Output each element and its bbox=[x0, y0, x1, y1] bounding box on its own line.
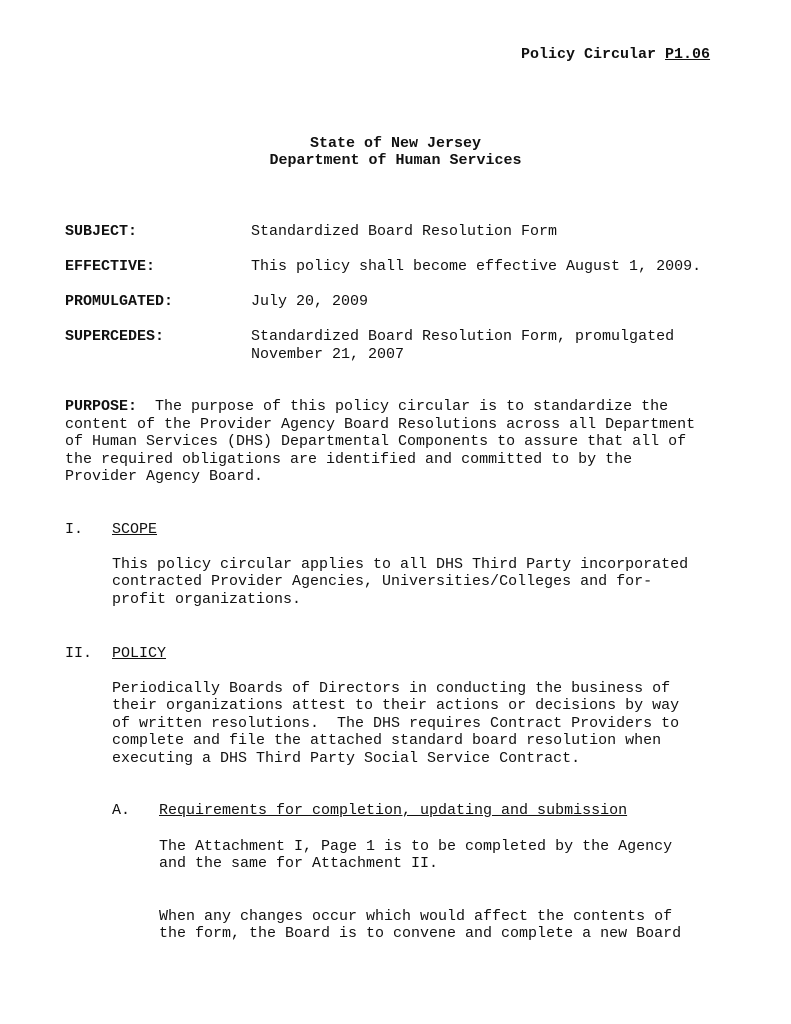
policy-circular-header bbox=[521, 46, 710, 64]
circular-prefix: Policy Circular bbox=[521, 46, 666, 63]
purpose-label: PURPOSE: bbox=[65, 398, 138, 415]
section2-line3: of written resolutions. The DHS requires Contract Providers to bbox=[112, 715, 680, 732]
section1-line2: contracted Provider Agencies, Universities/Colleges and for- bbox=[112, 573, 653, 590]
promulgated-value: July 20, 2009 bbox=[251, 293, 369, 310]
section1-line3: profit organizations. bbox=[112, 591, 302, 608]
purpose-line3: of Human Services (DHS) Departmental Components to assure that all of bbox=[65, 433, 687, 450]
purpose-text-1: The purpose of this policy circular is to standardize the bbox=[137, 398, 669, 415]
subject-label: SUBJECT: bbox=[65, 223, 138, 240]
subsection-a-para1-line1: The Attachment I, Page 1 is to be completed by the Agency bbox=[159, 838, 673, 855]
circular-number: P1.06 bbox=[665, 46, 711, 63]
effective-label: EFFECTIVE: bbox=[65, 258, 156, 275]
section2-line5: executing a DHS Third Party Social Service Contract. bbox=[112, 750, 581, 767]
purpose-line5: Provider Agency Board. bbox=[65, 468, 264, 485]
effective-value: This policy shall become effective August 1, 2009. bbox=[251, 258, 702, 275]
section2-line1: Periodically Boards of Directors in conducting the business of bbox=[112, 680, 671, 697]
section2-heading: POLICY bbox=[112, 645, 167, 662]
subsection-a-para2-line1: When any changes occur which would affect the contents of bbox=[159, 908, 673, 925]
supercedes-value-line2: November 21, 2007 bbox=[251, 346, 405, 363]
purpose-line2: content of the Provider Agency Board Resolutions across all Department bbox=[65, 416, 696, 433]
subsection-a-heading: Requirements for completion, updating and submission bbox=[159, 802, 628, 819]
supercedes-value-line1: Standardized Board Resolution Form, promulgated bbox=[251, 328, 675, 345]
purpose-line1 bbox=[65, 398, 668, 416]
section1-line1: This policy circular applies to all DHS Third Party incorporated bbox=[112, 556, 689, 573]
section2-line2: their organizations attest to their actions or decisions by way bbox=[112, 697, 680, 714]
subsection-a-para1-line2: and the same for Attachment II. bbox=[159, 855, 439, 872]
section1-heading: SCOPE bbox=[112, 521, 158, 538]
subsection-a-letter: A. bbox=[112, 802, 131, 819]
supercedes-label: SUPERCEDES: bbox=[65, 328, 165, 345]
section1-numeral: I. bbox=[65, 521, 84, 538]
section2-numeral: II. bbox=[65, 645, 93, 662]
title-state: State of New Jersey bbox=[309, 135, 482, 152]
subsection-a-para2-line2: the form, the Board is to convene and complete a new Board bbox=[159, 925, 682, 942]
purpose-line4: the required obligations are identified and committed to by the bbox=[65, 451, 633, 468]
promulgated-label: PROMULGATED: bbox=[65, 293, 174, 310]
section2-line4: complete and file the attached standard board resolution when bbox=[112, 732, 662, 749]
subject-value: Standardized Board Resolution Form bbox=[251, 223, 558, 240]
title-department: Department of Human Services bbox=[269, 152, 522, 169]
